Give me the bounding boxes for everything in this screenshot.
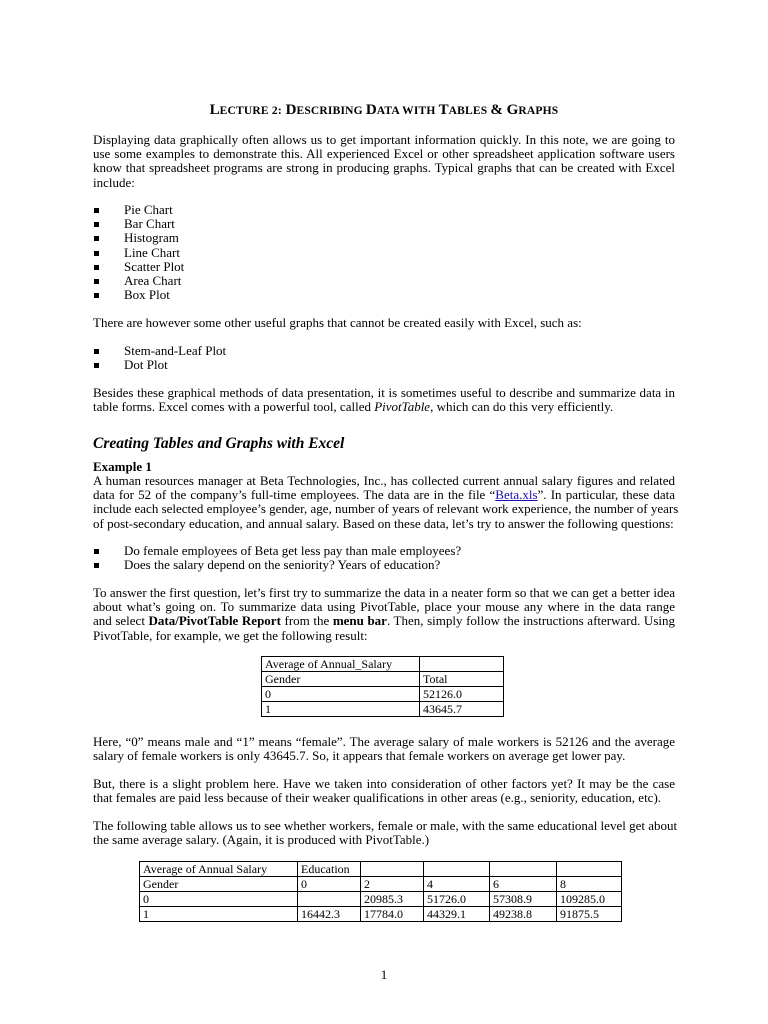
table-cell: Average of Annual Salary: [140, 862, 298, 877]
bullet-icon: [94, 349, 99, 354]
list-item-text: Box Plot: [124, 287, 170, 303]
list-item: [93, 358, 226, 372]
list-item: [93, 544, 461, 558]
beta-xls-link[interactable]: Beta.xls: [495, 487, 538, 503]
list-item: [93, 558, 461, 572]
table-cell: 43645.7: [420, 702, 504, 717]
pivot-table-gender-salary: [261, 656, 504, 717]
text-line: Here, “0” means male and “1” means “female”. The average salary of male workers is 52126 and the average: [93, 734, 675, 749]
text-line: of post-secondary education, and annual salary. Based on these data, let’s try to answer the following questions:: [93, 515, 674, 531]
list-item: [93, 246, 184, 260]
text-run: . Then, simply follow the instructions afterward. Using: [386, 613, 675, 629]
title-part: ESCRIBING: [296, 105, 366, 117]
table-cell: 91875.5: [557, 907, 622, 922]
table-cell: [490, 862, 557, 877]
table-cell: 109285.0: [557, 892, 622, 907]
text-run: , which can do this very efficiently.: [430, 399, 614, 415]
text-line: A human resources manager at Beta Technologies, Inc., has collected current annual salary figures and related: [93, 473, 675, 488]
title-part: ABLES: [448, 105, 491, 117]
list-item: [93, 217, 184, 231]
list-item-text: Bar Chart: [124, 216, 175, 232]
table-cell: [361, 862, 424, 877]
bullet-icon: [94, 265, 99, 270]
title-part: L: [209, 102, 220, 118]
table-cell: 6: [490, 877, 557, 892]
bullet-icon: [94, 236, 99, 241]
table-cell: 49238.8: [490, 907, 557, 922]
pivot-table-education-salary: [139, 861, 622, 922]
pivottable-term: PivotTable: [374, 399, 431, 415]
text-run: ”. In particular, these data: [537, 487, 675, 503]
table-cell: 44329.1: [424, 907, 490, 922]
text-line: But, there is a slight problem here. Have we taken into consideration of other factors yet? It may be the case: [93, 776, 675, 791]
bullet-icon: [94, 222, 99, 227]
table-cell: 0: [140, 892, 298, 907]
table-cell: 8: [557, 877, 622, 892]
bullet-icon: [94, 563, 99, 568]
text-line: that females are paid less because of their weaker qualifications in other areas (e.g., seniority, education, etc).: [93, 790, 662, 806]
example-paragraph: [93, 473, 679, 531]
table-cell: 20985.3: [361, 892, 424, 907]
text-line: salary of female workers is only 43645.7. So, it appears that female workers on average get lower pay.: [93, 748, 626, 764]
table-cell: 2: [361, 877, 424, 892]
text-line: know that spreadsheet programs are strong in producing graphs. Typical graphs that can be created with Excel: [93, 160, 675, 176]
title-part: RAPHS: [518, 105, 559, 117]
title-part: G: [506, 102, 519, 118]
following-paragraph: [93, 818, 678, 848]
pivot-intro-paragraph: [93, 586, 675, 643]
list-item-text: Line Chart: [124, 244, 180, 260]
page-number: 1: [380, 967, 388, 982]
table-cell: Gender: [140, 877, 298, 892]
table-cell: 16442.3: [298, 907, 361, 922]
bullet-icon: [94, 208, 99, 213]
table-cell: Total: [420, 672, 504, 687]
table-cell: [298, 892, 361, 907]
table-row: [262, 672, 504, 687]
table-cell: [420, 657, 504, 672]
title-part: T: [438, 102, 449, 118]
title-part: ATA WITH: [376, 105, 439, 117]
text-line: about what’s going on. To summarize data using PivotTable, place your mouse any where in the data range: [93, 599, 675, 615]
question-list: [93, 544, 461, 572]
list-item-text: Histogram: [124, 230, 179, 246]
text-line: Displaying data graphically often allows us to get important information quickly. In this note, we are going to: [93, 132, 675, 147]
table-cell: 57308.9: [490, 892, 557, 907]
list-item: [93, 274, 184, 288]
list-item: [93, 260, 184, 274]
table-row: [262, 702, 504, 717]
bullet-icon: [94, 293, 99, 298]
list-item: [93, 231, 184, 245]
list-item-text: Scatter Plot: [124, 258, 185, 274]
lecture-title: [0, 101, 768, 120]
title-part: &: [490, 102, 507, 118]
table-row: [140, 877, 622, 892]
example-label: Example 1: [93, 459, 152, 474]
table-cell: 1: [262, 702, 420, 717]
list-item-text: Does the salary depend on the seniority? Years of education?: [124, 557, 441, 573]
list-item-text: Do female employees of Beta get less pay than male employees?: [124, 543, 462, 558]
besides-paragraph: [93, 386, 675, 414]
table-cell: [557, 862, 622, 877]
list-item: [93, 288, 184, 302]
table-cell: 4: [424, 877, 490, 892]
text-line: use some examples to demonstrate this. All experienced Excel or other spreadsheet application software users: [93, 146, 675, 162]
bullet-icon: [94, 363, 99, 368]
table-cell: 0: [298, 877, 361, 892]
intro-paragraph: [93, 133, 675, 190]
text-line: [93, 400, 675, 414]
gender-salary-explanation: [93, 735, 675, 763]
list-item: [93, 344, 226, 358]
text-line: To answer the first question, let’s first try to summarize the data in a neater form so that we can get a better idea: [93, 585, 675, 600]
problem-paragraph: [93, 777, 675, 805]
table-row: [140, 907, 622, 922]
list-item-text: Area Chart: [124, 273, 182, 289]
bullet-icon: [94, 279, 99, 284]
text-line: There are however some other useful graphs that cannot be created easily with Excel, such as:: [93, 315, 582, 330]
title-part: D: [285, 102, 297, 118]
text-run: and select: [93, 613, 149, 629]
table-cell: Average of Annual_Salary: [262, 657, 420, 672]
title-part: ECTURE 2:: [219, 105, 282, 117]
table-row: [262, 687, 504, 702]
table-cell: [424, 862, 490, 877]
bullet-icon: [94, 251, 99, 256]
table-cell: 17784.0: [361, 907, 424, 922]
other-graphs-intro: [93, 316, 675, 330]
list-item-text: Stem-and-Leaf Plot: [124, 343, 227, 358]
text-line: Besides these graphical methods of data presentation, it is sometimes useful to describe and summarize data in: [93, 385, 675, 400]
bullet-icon: [94, 549, 99, 554]
text-line: The following table allows us to see whether workers, female or male, with the same educational level get about: [93, 818, 678, 833]
menu-bar-term: menu bar: [332, 613, 387, 629]
list-item-text: Pie Chart: [124, 202, 173, 217]
table-cell: 0: [262, 687, 420, 702]
title-part: D: [365, 102, 377, 118]
text-line: the same average salary. (Again, it is produced with PivotTable.): [93, 832, 430, 848]
table-cell: Education: [298, 862, 361, 877]
other-graph-list: [93, 344, 226, 372]
text-run: data for 52 of the company’s full-time employees. The data are in the file “: [93, 487, 496, 503]
menu-path-term: Data/PivotTable Report: [148, 613, 281, 629]
table-row: [262, 657, 504, 672]
table-cell: 1: [140, 907, 298, 922]
table-row: [140, 862, 622, 877]
list-item-text: Dot Plot: [124, 357, 168, 373]
list-item: [93, 203, 184, 217]
table-cell: 52126.0: [420, 687, 504, 702]
table-cell: 51726.0: [424, 892, 490, 907]
text-run: from the: [280, 613, 333, 629]
excel-graph-list: [93, 203, 184, 302]
section-heading: Creating Tables and Graphs with Excel: [93, 435, 345, 452]
text-line: [93, 488, 675, 502]
table-cell: Gender: [262, 672, 420, 687]
text-line: PivotTable, for example, we get the following result:: [93, 627, 368, 643]
text-run: table forms. Excel comes with a powerful tool, called: [93, 399, 375, 415]
text-line: [93, 614, 675, 628]
text-line: include each selected employee’s gender, age, number of years of relevant work experience, the number of years: [93, 501, 679, 517]
table-row: [140, 892, 622, 907]
text-line: include:: [93, 174, 135, 190]
